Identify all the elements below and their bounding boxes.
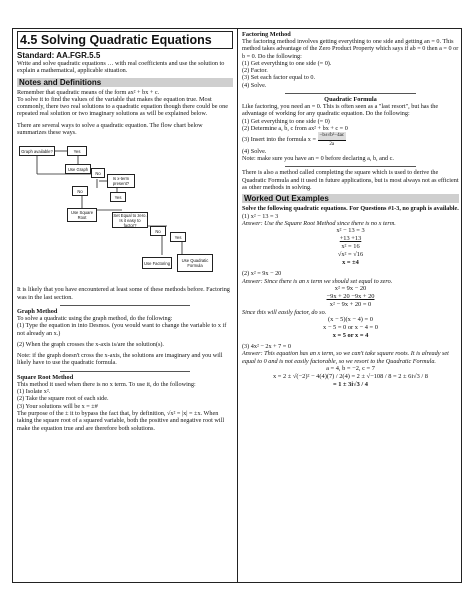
factoring-step-2: (2) Factor.	[242, 67, 268, 75]
flow-no-x-term: No	[72, 186, 88, 196]
example-2-prompt: (2) x² = 9x − 20	[242, 270, 282, 278]
sqrt-method-title: Square Root Method	[17, 373, 74, 381]
example-2-answer: Answer: Since there is an x term we should set equal to zero.	[242, 277, 393, 285]
left-column	[13, 29, 238, 582]
quadratic-formula-title: Quadratic Formula	[324, 96, 377, 104]
divider	[60, 305, 190, 306]
divider	[285, 166, 415, 167]
example-3-prompt: (3) 4x² − 2x + 7 = 0	[242, 343, 291, 351]
factoring-step-1: (1) Get everything to one side (= 0).	[242, 59, 332, 67]
graph-method-intro: To solve a quadratic using the graph method, do the following:	[17, 314, 173, 322]
example-3-line-2: x = 2 ± √(−2)² − 4(4)(7) / 2(4) = 2 ± √−108 / 8 = 2 ± 6i√3 / 8	[273, 373, 428, 381]
example-2-line-2: −9x + 20 −9x + 20	[326, 292, 375, 300]
sqrt-method-step-1: (1) Isolate x².	[17, 388, 51, 396]
flow-graph-available: Graph available?	[19, 146, 55, 156]
standard-label: Standard: AA.FGR.5.5	[17, 51, 101, 60]
example-2-solution: x = 5 or x = 4	[332, 332, 369, 340]
flow-use-graph: Use Graph	[65, 164, 91, 174]
examples-intro: Solve the following quadratic equations. For Questions #1-3, no graph is available.	[242, 205, 459, 213]
notes-intro-2: To solve it to find the values of the variable that makes the equation true. Most commonly, there two real solutions to a quadratic equation though there could be one repeated real solution or two imaginary solutions as will be explained below.	[17, 95, 228, 118]
quadratic-step-3	[242, 132, 459, 148]
flow-easy-to-factor: Set Equal to zero. Is it easy to factor?	[113, 212, 147, 228]
example-3-answer: Answer: This equation has an x term, so we can't take square roots. It is already set equal to 0 and is not easily factorable, so we resort to the Quadratic Formula.	[242, 350, 449, 365]
factoring-step-4: (4) Solve.	[242, 81, 267, 89]
graph-method-step-1: (1) Type the equation in into Desmos. (you would want to change the variable to x if not already an x.)	[17, 322, 227, 337]
sqrt-method-step-3: (3) Your solutions will be x = ±#	[17, 402, 98, 410]
example-1-line-1: x² − 13 = 3	[336, 227, 365, 235]
sqrt-method-explanation: The purpose of the ± it to bypass the fact that, by definition, √x² = |x| = ±x. When taking the square root of a squared variable, both the positive and negative root will make the equation true and are therefore both solutions.	[17, 409, 225, 432]
graph-method-title: Graph Method	[17, 307, 58, 315]
example-2-note: Since this will easily factor, do so.	[242, 308, 327, 316]
factoring-method-intro: The factoring method involves getting everything to one side and getting an = 0. This method takes advantage of the Zero Product Property which says if ab = 0 then a = 0 or b = 0. Do the following:	[242, 38, 459, 60]
notes-header: Notes and Definitions	[17, 78, 233, 87]
factoring-method-title: Factoring Method	[242, 31, 291, 38]
example-1-prompt: (1) x² − 13 = 3	[242, 212, 279, 220]
examples-header: Worked Out Examples	[242, 194, 459, 203]
quadratic-formula	[318, 132, 347, 148]
flow-use-factoring: Use Factoring	[142, 257, 172, 269]
example-1-line-4: √x² = √16	[337, 251, 364, 259]
method-flowchart	[17, 140, 233, 282]
quadratic-formula-intro: Like factoring, you need an = 0. This is often seen as a "last resort", but has the advantage of working for any quadratic equation. Do the following:	[242, 103, 439, 118]
divider	[285, 93, 415, 94]
flow-is-x-term: Is x-term present?	[107, 174, 135, 188]
flow-yes-x-term: Yes	[110, 192, 126, 202]
flow-use-square-root: Use Square Root	[67, 208, 97, 222]
flow-yes-graph: Yes	[67, 146, 87, 156]
example-1-line-2: +13 +13	[339, 235, 362, 243]
quadratic-formula-numerator: −b±√b²−4ac	[318, 132, 347, 140]
standard-text: Write and solve quadratic equations … with real coefficients and use the solution to explain a mathematical, applicable situation.	[17, 60, 225, 75]
sqrt-method-intro: This method it used when there is no x term. To use it, do the following:	[17, 380, 196, 388]
notes-intro-1: Remember that quadratic means of the form ax² + bx + c.	[17, 88, 160, 96]
quadratic-step-3-label: (3) Insert into the formula x =	[242, 136, 316, 144]
notes-flow-intro: There are several ways to solve a quadratic equation. The flow chart below summarizes these ways.	[17, 121, 203, 137]
divider	[60, 371, 190, 372]
flow-use-quadratic-formula: Use Quadratic Formula	[177, 254, 213, 272]
example-2-line-4: (x − 5)(x − 4) = 0	[328, 316, 373, 324]
quadratic-step-1: (1) Get everything to one side (= 0)	[242, 117, 330, 125]
flow-no-graph: No	[91, 168, 105, 178]
completing-square-text: There is also a method called completing the square which is used to derive the Quadratic Formula and it used in future applications, but is most always not as efficient as other methods in solving.	[242, 169, 459, 192]
example-1-answer: Answer: Use the Square Root Method since there is no x term.	[242, 219, 396, 227]
quadratic-note: Note: make sure you have an = 0 before declaring a, b, and c.	[242, 155, 394, 163]
example-2-line-5: x − 5 = 0 or x − 4 = 0	[323, 324, 378, 332]
example-1-solution: x = ±4	[342, 259, 359, 267]
graph-method-note: Note: if the graph doesn't cross the x-axis, the solutions are imaginary and you will likely have to use the quadratic formula.	[17, 352, 223, 367]
flow-yes-factor: Yes	[170, 232, 186, 242]
example-2-line-3: x² − 9x + 20 = 0	[329, 300, 372, 308]
example-3-line-1: a = 4, b = −2, c = 7	[326, 365, 375, 373]
example-3-solution: = 1 ± 3i√3 / 4	[333, 381, 368, 389]
flow-no-factor: No	[150, 226, 166, 236]
graph-method-step-2: (2) When the graph crosses the x-axis is/are the solution(s).	[17, 340, 164, 348]
notes-methods-familiar: It is likely that you have encountered at least some of these methods before. Factoring was in the last section.	[17, 286, 230, 301]
example-1-line-3: x² = 16	[341, 243, 360, 251]
quadratic-formula-denominator: 2a	[329, 141, 335, 147]
page-title: 4.5 Solving Quadratic Equations	[17, 31, 233, 49]
right-column	[238, 29, 462, 582]
worksheet-page	[12, 28, 462, 583]
quadratic-step-2: (2) Determine a, b, c from ax² + bx + c = 0	[242, 124, 348, 132]
example-2-line-1: x² = 9x − 20	[334, 284, 367, 292]
quadratic-step-4: (4) Solve.	[242, 147, 267, 155]
factoring-step-3: (3) Set each factor equal to 0.	[242, 74, 316, 82]
sqrt-method-step-2: (2) Take the square root of each side.	[17, 395, 109, 403]
